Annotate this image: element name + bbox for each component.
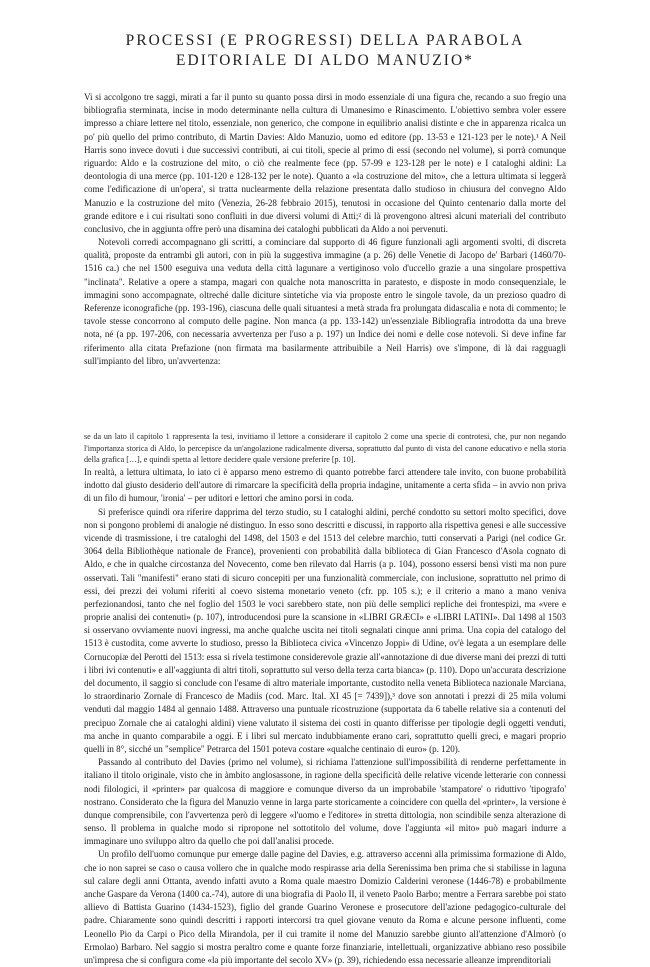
paragraph: Passando al contributo del Davies (primo nel volume), si richiama l'attenzione sull'impossibilità di renderne perfettamente in italiano il titolo originale, visto che in àmbito anglosassone, in ragione della specificità delle relative vicende letterarie con connessi nodi filologici, il «printer» par qualcosa di maggiore e comunque diverso da un improbabile 'stampatore' o riduttivo 'tipografo' nostrano. Considerato che la figura del Manuzio venne in larga parte storicamente a coincidere con quella del «printer», la versione è dunque comprensibile, con l'avvertenza però di leggere «l'uomo e l'editore» in stretta dittologia, non scindibile senza alterazione di senso. Il problema in qualche modo si ripropone nel sottotitolo del volume, dove l'aggiunta «il mito» può magari indurre a immaginare uno sviluppo altro da quello che poi dall'analisi procede. — [84, 757, 566, 847]
review-body-lower — [84, 466, 566, 967]
paragraph: Si preferisce quindi ora riferire dapprima del terzo studio, su I cataloghi aldini, perché condotto su settori molto specifici, dove non si pongono problemi di analogie né distinguo. In esso sono descritti e discussi, in rapporto alla rispettiva genesi e alle successive vicende di trasmissione, i tre cataloghi del 1498, del 1503 e del 1513 del celebre marchio, tutti conservati a Parigi (nel codice Gr. 3064 della Bibliothèque nationale de France), provenienti con probabilità dalla biblioteca di Gian Francesco d'Asola cognato di Aldo, e che in qualche circostanza del Novecento, come ben rilevato dal Harris (a p. 104), possono essersi bensì visti ma non pure osservati. Tali "manifesti" erano stati di sicuro concepiti per una funzionalità commerciale, con inclusione, soprattutto nel primo di essi, dei prezzi dei volumi riferiti al coevo sistema monetario veneto (cfr. pp. 105 s.); e il criterio a mano a mano veniva perfezionandosi, tanto che nel foglio del 1503 le voci sarebbero state, non più delle semplici repliche dei frontespizi, ma «vere e proprie analisi dei contenuti» (p. 107), introducendosi pure la scansione in «LIBRI GRÆCI» e «LIBRI LATINI». Dal 1498 al 1503 si osservano ovviamente nuovi ingressi, ma anche qualche uscita nei titoli segnalati cinque anni prima. Una copia del catalogo del 1513 è custodita, come avverte lo studioso, presso la Biblioteca civica «Vincenzo Joppi» di Udine, ov'è legata a un esemplare delle Cornucopiæ del Perotti del 1513: essa si rivela testimone considerevole grazie all'«annotazione di due diverse mani dei prezzi di tutti i libri ivi contenuti» e all'«aggiunta di altri titoli, soprattutto sul verso della terza carta bianca» (p. 110). Dopo un'accurata descrizione del documento, il saggio si conclude con l'esame di altro materiale importante, custodito nella veneta Biblioteca nazionale Marciana, lo straordinario Zornale di Francesco de Madiis (cod. Marc. Ital. XI 45 [= 7439]),³ dove son annotati i prezzi di 25 mila volumi venduti dal maggio 1484 al gennaio 1488. Attraverso una puntuale ricostruzione (supportata da 6 tabelle relative sia a contenuti del precipuo Zornale che ai cataloghi aldini) viene valutato il sistema dei costi in quanto differisse per tipologie degli oggetti venduti, ma anche in quanto comparabile a oggi. E i libri sul mercato indubbiamente erano cari, soprattutto quelli greci, e magari proprio quelli in 8°, sicché un "semplice" Petrarca del 1501 poteva costare «qualche centinaio di euro» (p. 120). — [84, 506, 566, 754]
paragraph: Notevoli corredi accompagnano gli scritti, a cominciare dal supporto di 46 figure funzionali agli argomenti svolti, di discreta qualità, proposte da entrambi gli autori, con in più la suggestiva immagine (a p. 26) delle Venetie di Jacopo de' Barbari (1460/70-1516 ca.) che nel 1500 eseguiva una veduta della città lagunare a vertiginoso volo d'uccello grazie a una singolare prospettiva "inclinata". Relative a opere a stampa, magari con qualche nota manoscritta in paratesto, e disposte in modo consequenziale, le immagini sono accompagnate, oltreché dalle diciture sintetiche via via proposte entro le singole tavole, da un prezioso quadro di Referenze iconografiche (pp. 193-196), ciascuna delle quali situantesi a metà strada fra prolungata didascalia e nota di commento; le tavole stesse concorrono al computo delle pagine. Non manca (a pp. 133-142) un'essenziale Bibliografia introdotta da una breve nota, né (a pp. 197-206, con necessaria avvertenza per l'uso a p. 197) un Indice dei nomi e delle cose notevoli. Si deve infine far riferimento alla citata Prefazione (non firmata ma basilarmente attribuibile a Neil Harris) ove s'impone, di là dai ragguagli sull'impianto del libro, un'avvertenza: — [84, 237, 566, 366]
review-body-upper — [84, 91, 566, 368]
paragraph: Un profilo dell'uomo comunque pur emerge dalle pagine del Davies, e.g. attraverso accenni alla primissima formazione di Aldo, che io non saprei se caso o causa vollero che in qualche modo respirasse aria della Serenissima ben prima che si stabilisse in laguna sul calare degli anni Ottanta, avendo infatti avuto a Roma quale maestro Domizio Calderini veronese (1446-78) e probabilmente anche Gaspare da Verona (1400 ca.-74), autore di una biografia di Paolo II, il veneto Paolo Barbo; mentre a Ferrara sarebbe poi stato allievo di Battista Guarino (1434-1523), figlio del grande Guarino Veronese e prosecutore dell'azione pedagogico-culturale del padre. Chiaramente sono quindi descritti i rapporti intercorsi tra quel giovane venuto da Roma e alcune persone influenti, come Leonello Pio da Carpi o Pico della Mirandola, per il cui tramite il nome del Manuzio sarebbe giunto all'attenzione d'Almorò (o Ermolao) Barbaro. Nel saggio si mostra peraltro come e quante forze finanziarie, intellettuali, organizzative abbiano reso possibile un'impresa che si configura come «la più importante del secolo XV» (p. 39), richiedendo essa necessarie alleanze imprenditoriali — [84, 849, 566, 965]
article-title-line-1: PROCESSI (E PROGRESSI) DELLA PARABOLA — [125, 32, 525, 49]
block-quotation: se da un lato il capitolo 1 rappresenta la tesi, invitiamo il lettore a considerare il capitolo 2 come una specie di controtesi, che, pur non negando l'importanza storica di Aldo, lo percepisce da un'angolazione radicalmente diversa, soprattutto dal punto di vista del canone educativo e nella storia della grafica […], e quindi spetta al lettore decidere quale versione preferire [p. 10]. — [84, 432, 566, 465]
article-title-line-2: EDITORIALE DI ALDO MANUZIO* — [176, 52, 474, 69]
paragraph: Vi si accolgono tre saggi, mirati a far il punto su quanto possa dirsi in modo essenziale di una figura che, recando a suo fregio una bibliografia sterminata, incise in modo determinante nella cultura di Umanesimo e Rinascimento. L'obiettivo sembra voler essere impresso a chiare lettere nel titolo, essenziale, non generico, che compone in equilibrio analisi distinte e che in apparenza ricalca un po' più quello del primo contributo, di Martin Davies: Aldo Manuzio, uomo ed editore (pp. 13-53 e 121-123 per le note).¹ A Neil Harris sono invece dovuti i due successivi contributi, ai cui titoli, specie al primo di essi (secondo nel volume), si porrà comunque riguardo: Aldo e la costruzione del mito, o ciò che realmente fece (pp. 57-99 e 123-128 per le note) e I cataloghi aldini: La deontologia di una merce (pp. 101-120 e 128-132 per le note). Quanto a «la costruzione del mito», che a lettura ultimata si leggerà come l'edificazione di un'opera', si tratta nuclearmente della relazione presentata dallo studioso in chiusura del convegno Aldo Manuzio e la costruzione del mito (Venezia, 26-28 febbraio 2015), tenutosi in occasione del Quinto centenario dalla morte del grande editore e i cui risultati sono confluiti in due diversi volumi di Atti;² di là provengono altresì alcuni materiali del contributo conclusivo, che in aggiunta offre però una disamina dei cataloghi pubblicati da Aldo a noi pervenuti. — [84, 92, 566, 234]
paragraph: In realtà, a lettura ultimata, lo iato ci è apparso meno estremo di quanto potrebbe farci attendere tale invito, con buone probabilità indotto dal giusto desiderio dell'autore di rimarcare la specificità della propria indagine, unitamente a certa sfida – in avvio non priva di un filo di humour, 'ironia' – per uditori e lettori che amino porsi in coda. — [84, 467, 566, 504]
